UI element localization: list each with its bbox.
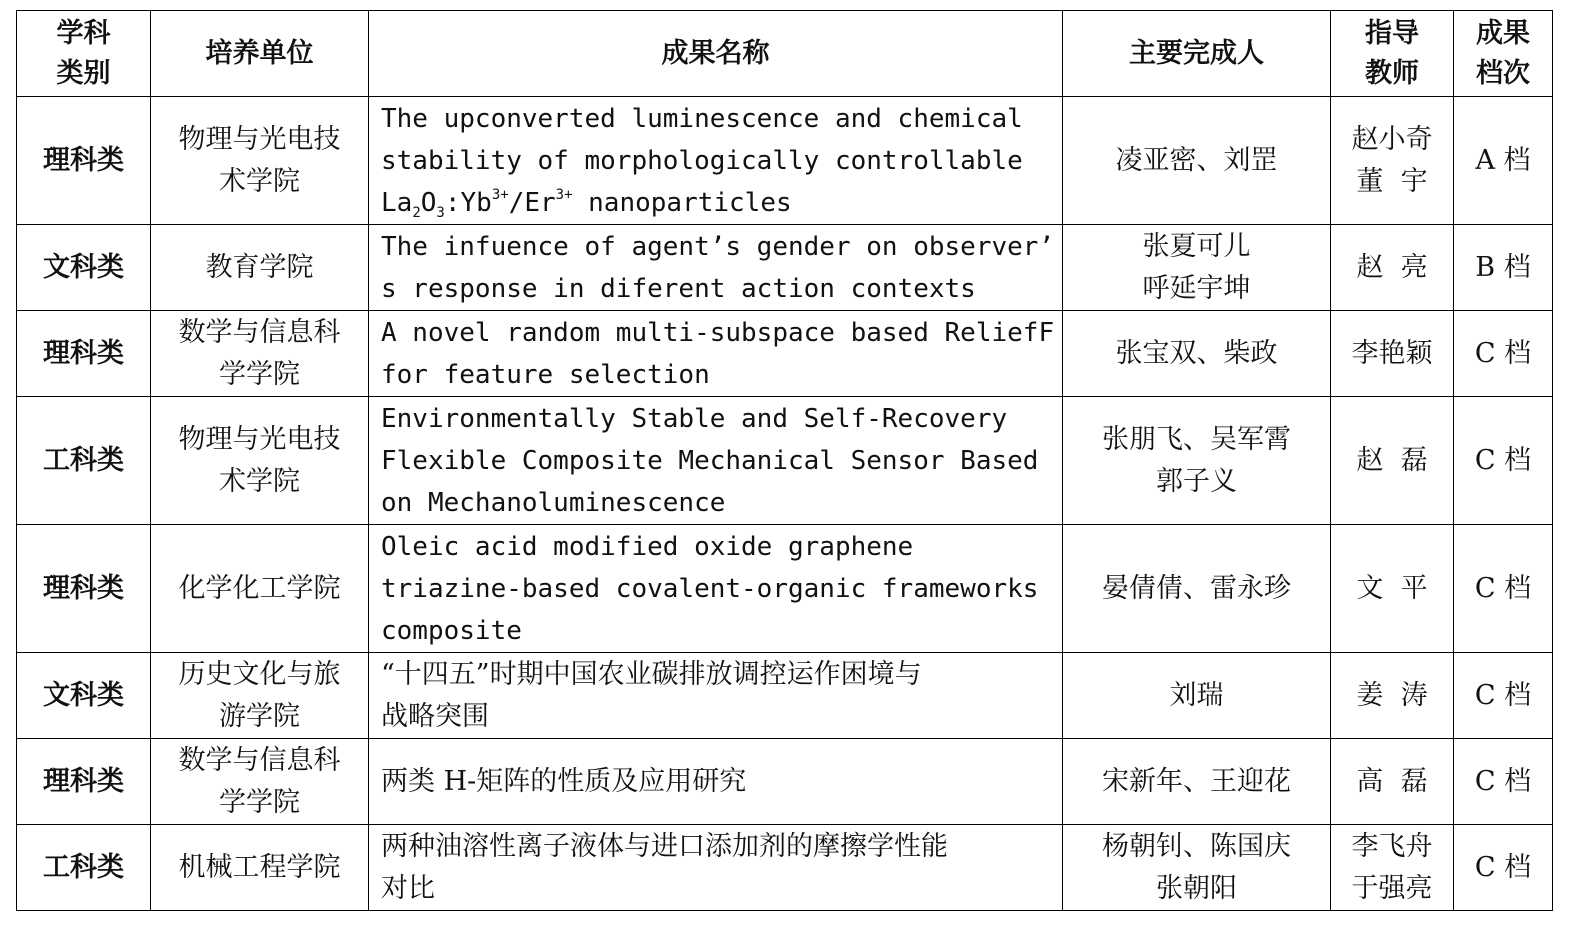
title-cell: “十四五”时期中国农业碳排放调控运作困境与 战略突围 (369, 653, 1063, 739)
advisors-cell: 高 磊 (1331, 739, 1454, 825)
members-cell: 宋新年、王迎花 (1063, 739, 1331, 825)
header-row (17, 11, 1553, 97)
header-unit: 培养单位 (151, 11, 369, 97)
table-row (17, 311, 1553, 397)
title-cell: The infuence of agent’s gender on observer’ s response in diferent action contexts (369, 225, 1063, 311)
table-row (17, 825, 1553, 911)
category-cell: 理科类 (17, 739, 151, 825)
advisors-cell: 赵小奇 董 宇 (1331, 97, 1454, 225)
title-cell: Environmentally Stable and Self-Recovery Flexible Composite Mechanical Sensor Based on Mechanoluminescence (369, 397, 1063, 525)
title-cell: The upconverted luminescence and chemical stability of morphologically controllable $La_2O_3:Yb^{3+}/Er^{3+}$ nanoparticles (369, 97, 1063, 225)
members-cell: 杨朝钊、陈国庆 张朝阳 (1063, 825, 1331, 911)
grade-cell: C 档 (1454, 653, 1553, 739)
category-cell: 理科类 (17, 97, 151, 225)
members-cell: 晏倩倩、雷永珍 (1063, 525, 1331, 653)
grade-cell: C 档 (1454, 739, 1553, 825)
table-row (17, 653, 1553, 739)
header-title: 成果名称 (369, 11, 1063, 97)
title-cell: 两种油溶性离子液体与进口添加剂的摩擦学性能 对比 (369, 825, 1063, 911)
grade-cell: C 档 (1454, 825, 1553, 911)
unit-cell: 历史文化与旅 游学院 (151, 653, 369, 739)
advisors-cell: 赵 亮 (1331, 225, 1454, 311)
grade-cell: B 档 (1454, 225, 1553, 311)
header-members: 主要完成人 (1063, 11, 1331, 97)
unit-cell: 化学化工学院 (151, 525, 369, 653)
title-cell: Oleic acid modified oxide graphene triazine-based covalent-organic frameworks composite (369, 525, 1063, 653)
grade-cell: C 档 (1454, 311, 1553, 397)
members-cell: 张宝双、柴政 (1063, 311, 1331, 397)
table-row (17, 397, 1553, 525)
members-cell: 张朋飞、吴军霄 郭子义 (1063, 397, 1331, 525)
achievements-table (16, 10, 1553, 911)
formula-line: $La_2O_3:Yb^{3+}/Er^{3+}$ nanoparticles (381, 186, 792, 221)
category-cell: 工科类 (17, 397, 151, 525)
table-row (17, 739, 1553, 825)
unit-cell: 机械工程学院 (151, 825, 369, 911)
category-cell: 文科类 (17, 653, 151, 739)
unit-cell: 物理与光电技 术学院 (151, 97, 369, 225)
category-cell: 理科类 (17, 525, 151, 653)
unit-cell: 教育学院 (151, 225, 369, 311)
achievements-table-wrap (16, 10, 1553, 911)
advisors-cell: 李艳颖 (1331, 311, 1454, 397)
grade-cell: A 档 (1454, 97, 1553, 225)
category-cell: 理科类 (17, 311, 151, 397)
members-cell: 刘瑞 (1063, 653, 1331, 739)
title-cell: 两类 H-矩阵的性质及应用研究 (369, 739, 1063, 825)
category-cell: 文科类 (17, 225, 151, 311)
unit-cell: 数学与信息科 学学院 (151, 739, 369, 825)
members-cell: 凌亚密、刘罡 (1063, 97, 1331, 225)
table-row (17, 97, 1553, 225)
grade-cell: C 档 (1454, 525, 1553, 653)
unit-cell: 数学与信息科 学学院 (151, 311, 369, 397)
header-category: 学科 类别 (17, 11, 151, 97)
header-grade: 成果 档次 (1454, 11, 1553, 97)
table-row (17, 525, 1553, 653)
advisors-cell: 李飞舟 于强亮 (1331, 825, 1454, 911)
grade-cell: C 档 (1454, 397, 1553, 525)
members-cell: 张夏可儿 呼延宇坤 (1063, 225, 1331, 311)
table-row (17, 225, 1553, 311)
category-cell: 工科类 (17, 825, 151, 911)
advisors-cell: 赵 磊 (1331, 397, 1454, 525)
advisors-cell: 文 平 (1331, 525, 1454, 653)
title-cell: A novel random multi-subspace based ReliefF for feature selection (369, 311, 1063, 397)
header-advisors: 指导 教师 (1331, 11, 1454, 97)
advisors-cell: 姜 涛 (1331, 653, 1454, 739)
unit-cell: 物理与光电技 术学院 (151, 397, 369, 525)
